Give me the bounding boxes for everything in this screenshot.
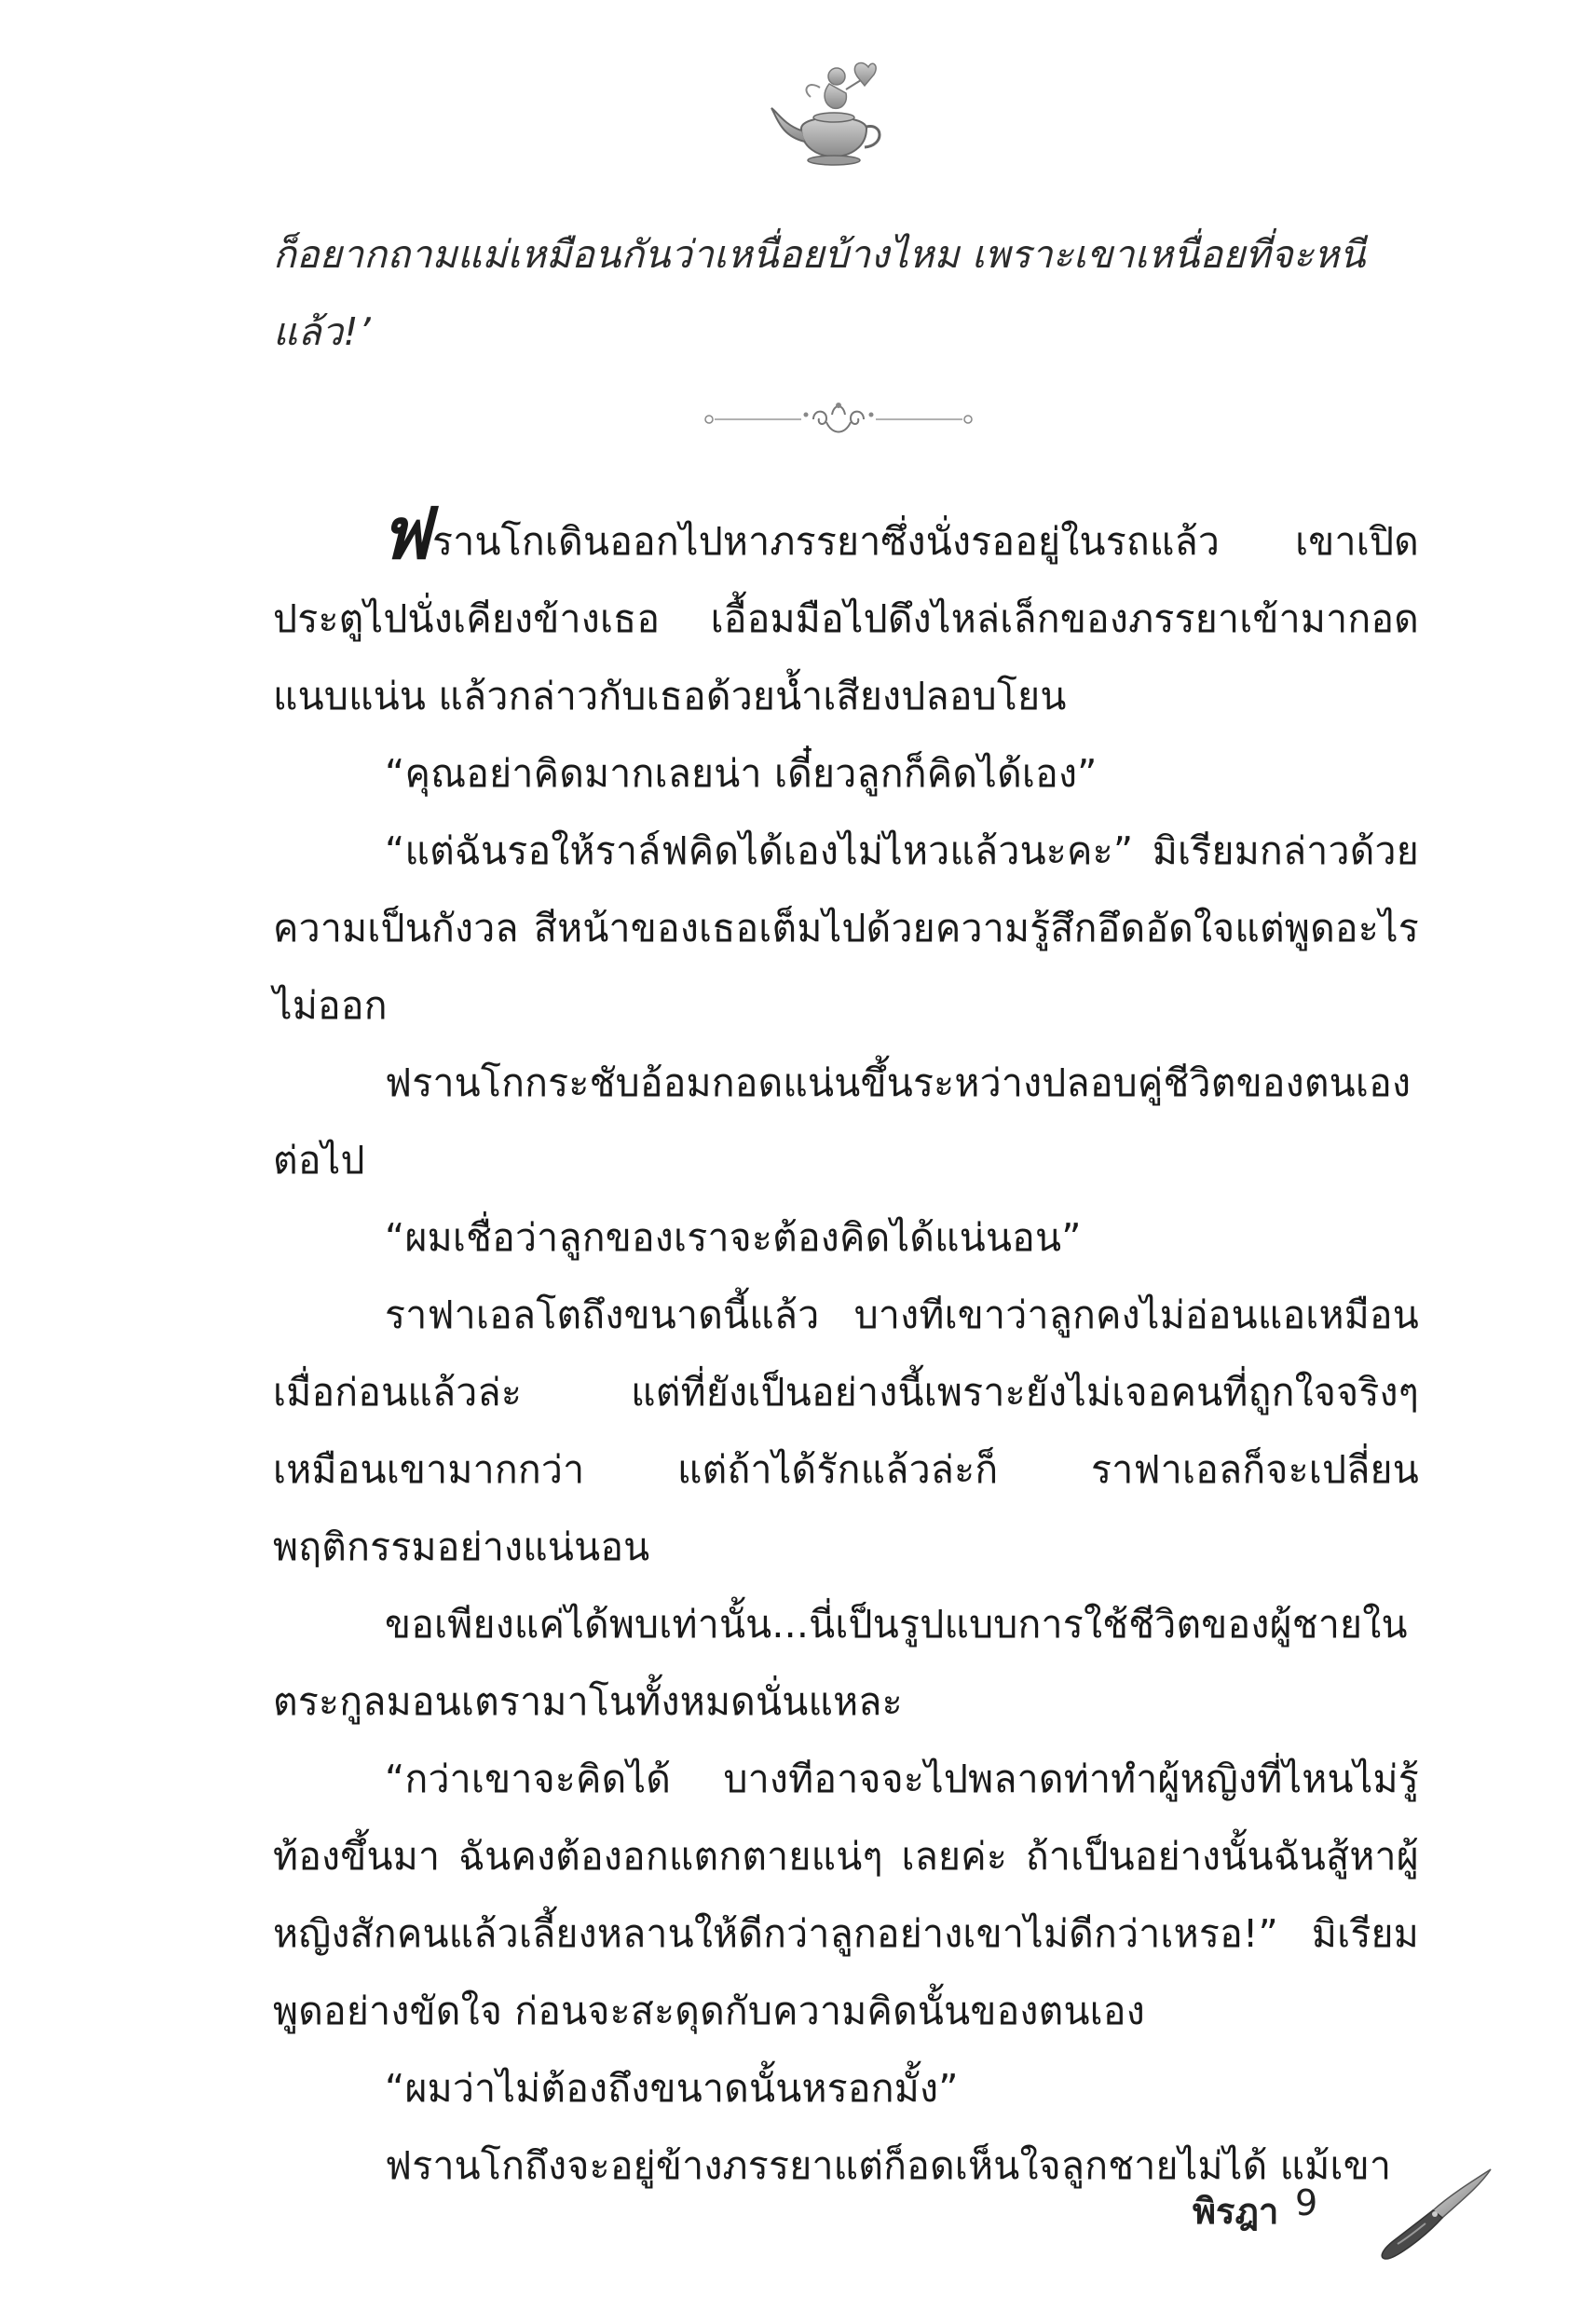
paragraph-8: “กว่าเขาจะคิดได้ บางทีอาจจะไปพลาดท่าทำผู้หญิงที่ไหนไม่รู้ท้องขึ้นมา ฉันคงต้องอกแตกตายแน่ๆ เลยค่ะ ถ้าเป็นอย่างนั้นฉันสู้หาผู้หญิงสักคนแล้วเลี้ยงหลานให้ดีกว่าลูกอย่างเขาไม่ดีกว่าเหรอ!” มิเรียมพูดอย่างขัดใจ ก่อนจะสะดุดกับความคิดนั้นของตนเอง: [273, 1757, 1419, 2033]
drop-cap: ฟ: [380, 492, 431, 575]
paragraph-10: ฟรานโกถึงจะอยู่ข้างภรรยาแต่ก็อดเห็นใจลูกชายไม่ได้ แม้เขา: [385, 2143, 1392, 2188]
paragraph-5: “ผมเชื่อว่าลูกของเราจะต้องคิดได้แน่นอน”: [385, 1215, 1082, 1260]
knife-icon: [1360, 2162, 1500, 2264]
paragraph-6: ราฟาเอลโตถึงขนาดนี้แล้ว บางทีเขาว่าลูกคงไม่อ่อนแอเหมือนเมื่อก่อนแล้วล่ะ แต่ที่ยังเป็นอย่างนี้เพราะยังไม่เจอคนที่ถูกใจจริงๆ เหมือนเขามากกว่า แต่ถ้าได้รักแล้วล่ะก็ ราฟาเอลก็จะเปลี่ยนพฤติกรรมอย่างแน่นอน: [273, 1292, 1419, 1569]
paragraph-4: ฟรานโกกระชับอ้อมกอดแน่นขึ้นระหว่างปลอบคู่ชีวิตของตนเองต่อไป: [273, 1060, 1412, 1183]
italic-intro-line-2: แล้ว!’: [273, 309, 372, 354]
main-text: [273, 492, 1419, 2205]
italic-intro-line-1: ก็อยากถามแม่เหมือนกันว่าเหนื่อยบ้างไหม เพราะเขาเหนื่อยที่จะหนี: [273, 232, 1366, 277]
paragraph-3: “แต่ฉันรอให้ราล์ฟคิดได้เองไม่ไหวแล้วนะคะ” มิเรียมกล่าวด้วยความเป็นกังวล สีหน้าของเธอเต็มไปด้วยความรู้สึกอึดอัดใจแต่พูดอะไรไม่ออก: [273, 828, 1419, 1028]
paragraph-2: “คุณอย่าคิดมากเลยน่า เดี๋ยวลูกก็คิดได้เอง”: [385, 751, 1098, 796]
footer-author: พิรฎา: [1193, 2191, 1279, 2232]
page-footer: [1193, 2162, 1565, 2274]
paragraph-1-text: รานโกเดินออกไปหาภรรยาซึ่งนั่งรออยู่ในรถแล้ว เขาเปิดประตูไปนั่งเคียงข้างเธอ เอื้อมมือไปดึงไหล่เล็กของภรรยาเข้ามากอดแนบแน่น แล้วกล่าวกับเธอด้วยน้ำเสียงปลอบโยน: [273, 519, 1419, 718]
page-number: 9: [1295, 2182, 1318, 2223]
paragraph-7: ขอเพียงแค่ได้พบเท่านั้น...นี่เป็นรูปแบบการใช้ชีวิตของผู้ชายในตระกูลมอนเตรามาโนทั้งหมดนั่นแหละ: [273, 1602, 1408, 1724]
paragraph-9: “ผมว่าไม่ต้องถึงขนาดนั้นหรอกมั้ง”: [385, 2066, 959, 2111]
flourish-divider-icon: [703, 396, 974, 443]
italic-intro: [273, 216, 1419, 371]
paragraph-1: [273, 492, 1419, 735]
cupid-teapot-icon: [764, 56, 904, 177]
